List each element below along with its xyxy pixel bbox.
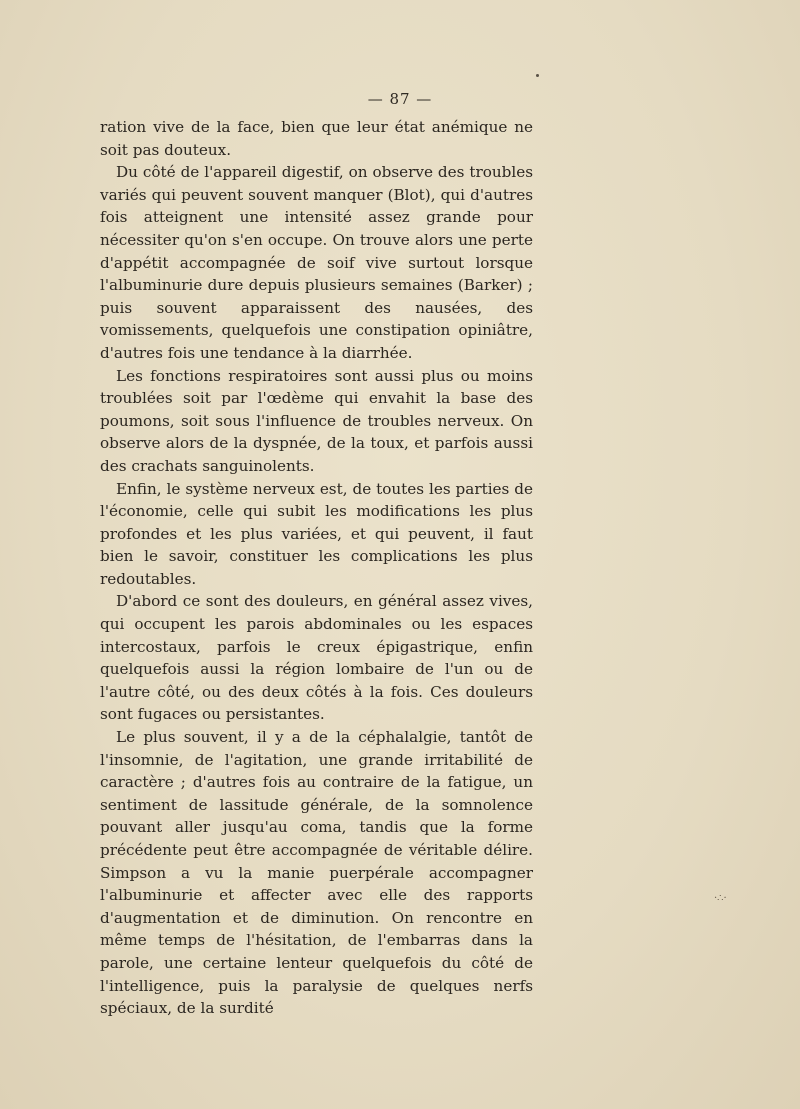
- page-number: — 87 —: [367, 90, 433, 108]
- paragraph: D'abord ce sont des douleurs, en général assez vives, qui occupent les parois abdominales ou les espaces intercostaux, parfois le creux épigastrique, enfin quelquefois aussi la région lombaire de l'un ou de l'autre côté, ou des deux côtés à la fois. Ces douleurs sont fugaces ou persistantes.: [100, 592, 533, 724]
- paragraph: Enfin, le système nerveux est, de toutes les parties de l'économie, celle qui subit les modifications les plus profondes et les plus variées, et qui peuvent, il faut bien le savoir, constituer les complications les plus redoutables.: [100, 479, 533, 588]
- ink-speck: [536, 74, 539, 77]
- paragraph: Le plus souvent, il y a de la céphalalgie, tantôt de l'insomnie, de l'agitation, une grande irritabilité de caractère ; d'autres fois au contraire de la fatigue, un sentiment de lassitude générale, de la somnolence pouvant aller jusqu'au coma, tandis que la forme précédente peut être accompagnée de véritable délire. Simpson a vu la manie puerpérale accompagner l'albuminurie et affecter avec elle des rapports d'augmentation et de diminution. On rencontre en même temps de l'hésitation, de l'embarras dans la parole, une certaine lenteur quelquefois du côté de l'intelligence, puis la paralysie de quelques nerfs spéciaux, de la surdité: [100, 728, 533, 1018]
- paragraph: Les fonctions respiratoires sont aussi plus ou moins troublées soit par l'œdème qui envahit la base des poumons, soit sous l'influence de troubles nerveux. On observe alors de la dyspnée, de la toux, et parfois aussi des crachats sanguinolents.: [100, 366, 533, 475]
- paragraph: ration vive de la face, bien que leur état anémique ne soit pas douteux.: [100, 118, 533, 159]
- body-text: [100, 116, 533, 1020]
- ink-specks: ·∴·: [714, 893, 727, 904]
- paragraph: Du côté de l'appareil digestif, on observe des troubles variés qui peuvent souvent manquer (Blot), qui d'autres fois atteignent une intensité assez grande pour nécessiter qu'on s'en occupe. On trouve alors une perte d'appétit accompagnée de soif vive surtout lorsque l'albuminurie dure depuis plusieurs semaines (Barker) ; puis souvent apparaissent des nausées, des vomissements, quelquefois une constipation opiniâtre, d'autres fois une tendance à la diarrhée.: [100, 163, 533, 362]
